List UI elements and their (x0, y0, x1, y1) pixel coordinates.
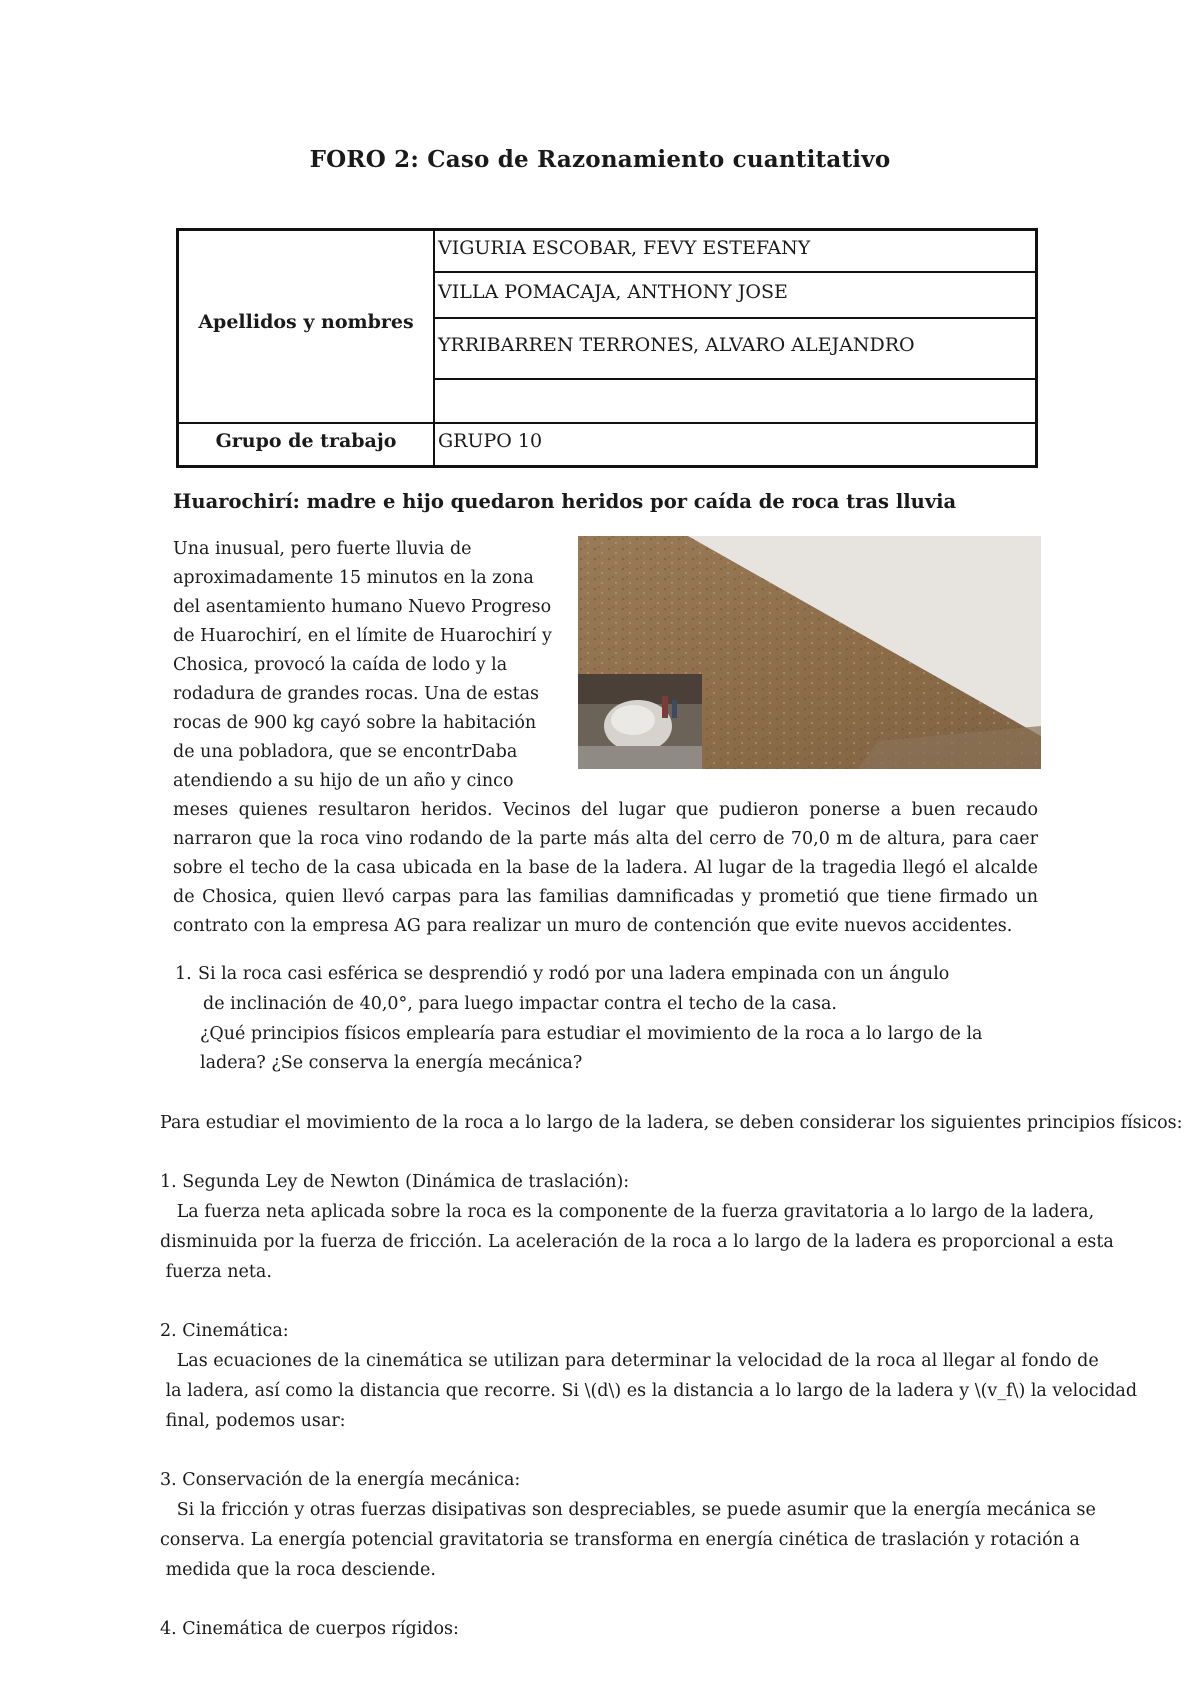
article-line: Chosica, provocó la caída de lodo y la (173, 655, 508, 675)
principle-line: la ladera, así como la distancia que recorre. Si \(d\) es la distancia a lo largo de la ladera y \(v_f\) la velocidad (160, 1381, 1138, 1401)
question-line: ¿Qué principios físicos emplearía para estudiar el movimiento de la roca a lo largo de la (200, 1024, 983, 1044)
principle-line: Si la fricción y otras fuerzas disipativas son despreciables, se puede asumir que la energía mecánica se (160, 1500, 1096, 1520)
hillside-rockfall-photo (578, 536, 1041, 769)
question-line: Si la roca casi esférica se desprendió y rodó por una ladera empinada con un ángulo (198, 964, 950, 984)
principle-heading: 4. Cinemática de cuerpos rígidos: (160, 1619, 459, 1639)
article-line: aproximadamente 15 minutos en la zona (173, 568, 534, 588)
page-title: FORO 2: Caso de Razonamiento cuantitativo (309, 146, 891, 173)
student-name: YRRIBARREN TERRONES, ALVARO ALEJANDRO (438, 334, 915, 356)
article-line: rodadura de grandes rocas. Una de estas (173, 684, 540, 704)
article-line: de Chosica, quien llevó carpas para las familias damnificadas y prometió que tiene firmado un (173, 887, 1038, 907)
principle-line: La fuerza neta aplicada sobre la roca es la componente de la fuerza gravitatoria a lo largo de la ladera, (160, 1202, 1095, 1222)
article-line: sobre el techo de la casa ubicada en la base de la ladera. Al lugar de la tragedia llegó el alcalde (173, 858, 1038, 878)
answer-intro: Para estudiar el movimiento de la roca a lo largo de la ladera, se deben considerar los siguientes principios físicos: (160, 1113, 1183, 1133)
principle-line: Las ecuaciones de la cinemática se utilizan para determinar la velocidad de la roca al llegar al fondo de (160, 1351, 1099, 1371)
article-line: narraron que la roca vino rodando de la parte más alta del cerro de 70,0 m de altura, para caer (173, 829, 1038, 849)
principle-heading: 1. Segunda Ley de Newton (Dinámica de traslación): (160, 1172, 630, 1192)
principle-line: conserva. La energía potencial gravitatoria se transforma en energía cinética de traslación y rotación a (160, 1530, 1080, 1550)
principle-line: final, podemos usar: (160, 1411, 346, 1431)
article-line: atendiendo a su hijo de un año y cinco (173, 771, 514, 791)
group-label: Grupo de trabajo (215, 430, 397, 452)
question-number: 1. (175, 964, 192, 984)
student-name: VIGURIA ESCOBAR, FEVY ESTEFANY (438, 237, 811, 259)
article-line: de Huarochirí, en el límite de Huarochirí y (173, 626, 552, 646)
question-line: de inclinación de 40,0°, para luego impactar contra el techo de la casa. (203, 994, 837, 1014)
article-line: del asentamiento humano Nuevo Progreso (173, 597, 552, 617)
group-value: GRUPO 10 (438, 430, 543, 452)
student-info-table (176, 228, 1038, 468)
principle-line: medida que la roca desciende. (160, 1560, 436, 1580)
article-line: de una pobladora, que se encontrDaba (173, 742, 518, 762)
article-line: rocas de 900 kg cayó sobre la habitación (173, 713, 537, 733)
article-line: contrato con la empresa AG para realizar un muro de contención que evite nuevos accidentes. (173, 916, 1013, 936)
student-name: VILLA POMACAJA, ANTHONY JOSE (438, 281, 788, 303)
article-headline: Huarochirí: madre e hijo quedaron heridos por caída de roca tras lluvia (173, 490, 957, 513)
article-line: meses quienes resultaron heridos. Vecinos del lugar que pudieron ponerse a buen recaudo (173, 800, 1038, 820)
names-label: Apellidos y nombres (198, 311, 414, 333)
question-line: ladera? ¿Se conserva la energía mecánica? (200, 1053, 583, 1073)
principle-heading: 3. Conservación de la energía mecánica: (160, 1470, 521, 1490)
principle-line: disminuida por la fuerza de fricción. La aceleración de la roca a lo largo de la ladera es proporcional a esta (160, 1232, 1114, 1252)
article-line: Una inusual, pero fuerte lluvia de (173, 539, 472, 559)
principle-line: fuerza neta. (160, 1262, 272, 1282)
principle-heading: 2. Cinemática: (160, 1321, 289, 1341)
